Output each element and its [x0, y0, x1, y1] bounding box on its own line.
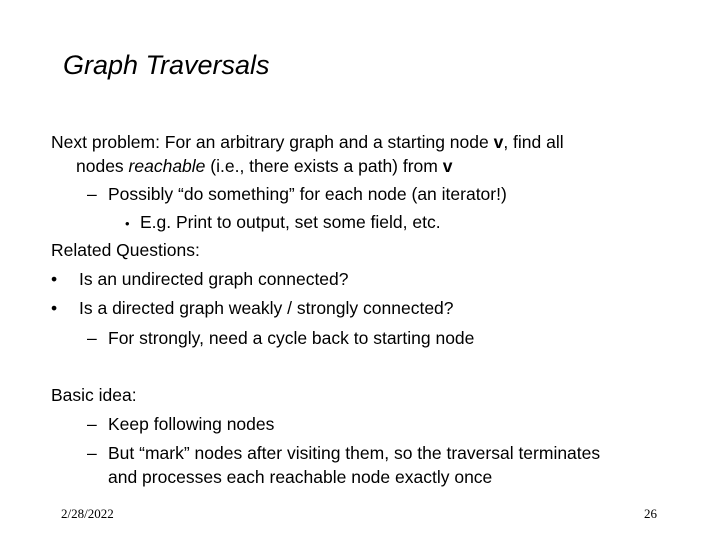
bullet-marker: • [125, 216, 130, 231]
related-questions-heading: Related Questions: [51, 240, 200, 260]
sub-item-mark-nodes-line1: But “mark” nodes after visiting them, so the traversal terminates [108, 443, 601, 463]
slide-title: Graph Traversals [63, 50, 270, 80]
sub-item-dash [87, 183, 97, 205]
text-segment: nodes [76, 156, 129, 176]
sub-item-strongly: For strongly, need a cycle back to starting node [108, 328, 475, 348]
sub-item-mark-nodes-line2: and processes each reachable node exactly once [108, 467, 493, 487]
variable-v: v [493, 132, 504, 152]
dash-marker: – [87, 414, 97, 434]
text-segment: , find all [503, 132, 564, 152]
dash-marker: – [87, 443, 97, 463]
footer-page-number: 26 [644, 506, 657, 521]
bullet-marker: • [51, 298, 58, 318]
sub-item-iterator: Possibly “do something” for each node (an iterator!) [108, 184, 507, 204]
paragraph-problem-line1 [51, 131, 564, 153]
dash-marker: – [87, 328, 97, 348]
basic-idea-heading: Basic idea: [51, 385, 137, 405]
paragraph-problem-line2 [76, 155, 452, 177]
text-segment: (i.e., there exists a path) from [205, 156, 443, 176]
footer-date: 2/28/2022 [61, 506, 114, 521]
question-directed: Is a directed graph weakly / strongly connected? [79, 298, 454, 318]
dash-marker: – [87, 184, 97, 204]
sub-item-keep-following: Keep following nodes [108, 414, 275, 434]
sub-sub-item-example: E.g. Print to output, set some field, etc. [140, 212, 441, 232]
variable-v: v [442, 156, 453, 176]
question-undirected: Is an undirected graph connected? [79, 269, 349, 289]
bullet-marker: • [51, 269, 58, 289]
text-segment: Next problem: For an arbitrary graph and a starting node [51, 132, 494, 152]
emphasis-reachable: reachable [128, 156, 206, 176]
sub-sub-item-bullet [125, 211, 130, 235]
